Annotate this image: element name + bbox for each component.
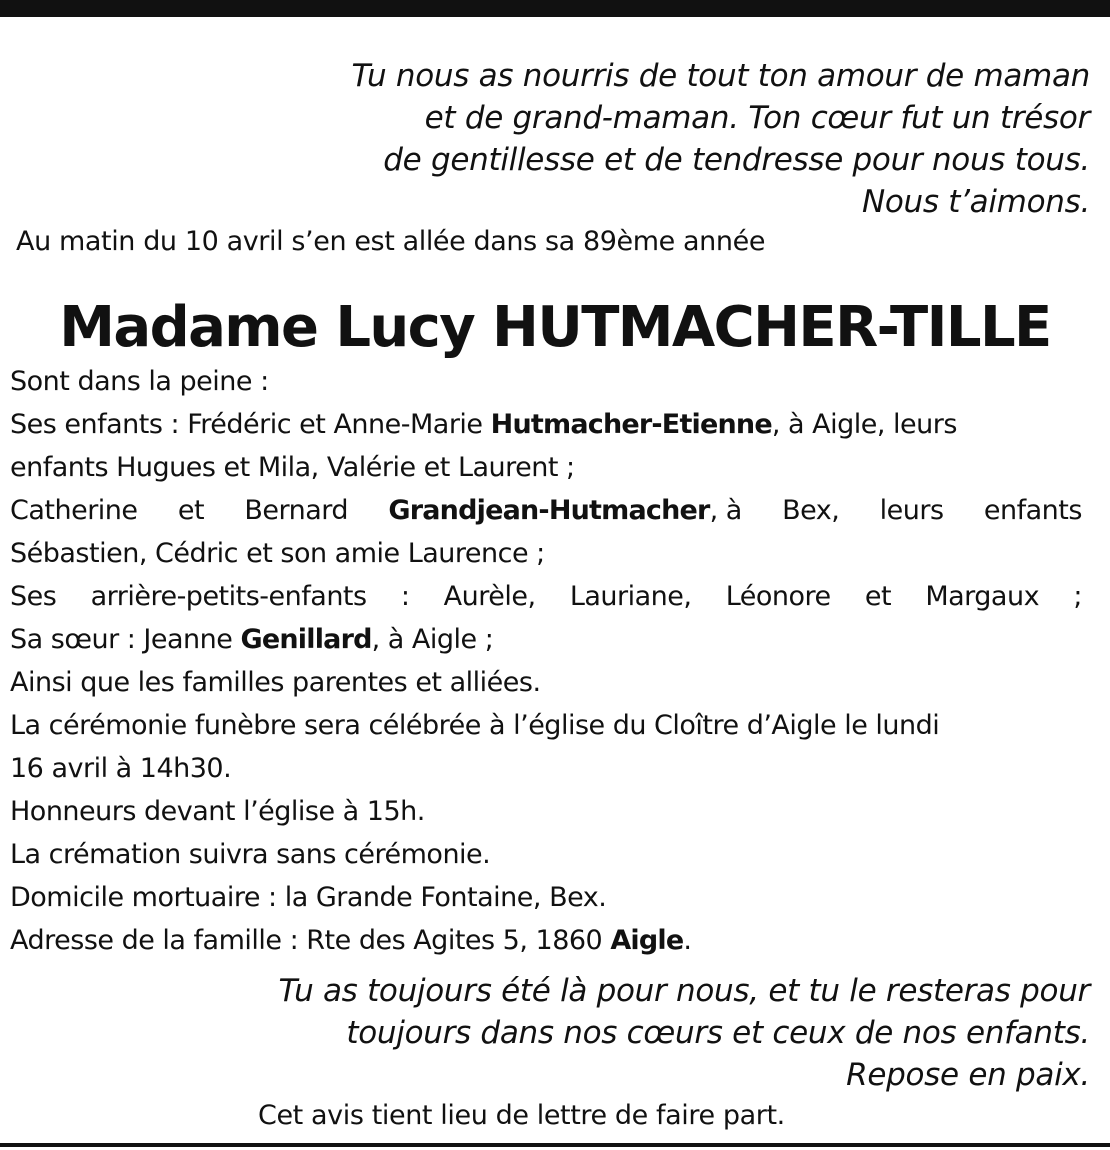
word: ;	[1073, 581, 1082, 612]
sister-prefix: Sa sœur : Jeanne	[10, 624, 233, 655]
word: Aurèle,	[443, 581, 536, 612]
children-1-line-1	[10, 403, 1082, 446]
closing-verse	[210, 970, 1090, 1096]
word: et	[177, 495, 205, 526]
cremation-line: La crémation suivra sans cérémonie.	[10, 839, 491, 870]
family-name-genillard: Genillard	[240, 624, 372, 655]
closing-verse-line: Repose en paix.	[846, 1057, 1090, 1093]
closing-verse-line: toujours dans nos cœurs et ceux de nos enfants.	[346, 1015, 1090, 1051]
word: Bex,	[782, 495, 840, 526]
opening-verse-line: Nous t’aimons.	[861, 184, 1090, 220]
family-name-grandjean-hutmacher: Grandjean-Hutmacher	[388, 495, 710, 526]
ceremony-line-2: 16 avril à 14h30.	[10, 753, 232, 784]
sister-line	[10, 618, 1082, 661]
word: enfants	[983, 495, 1082, 526]
word: Bernard	[244, 495, 349, 526]
children-1-prefix	[10, 403, 957, 446]
deceased-name: Madame Lucy HUTMACHER-TILLE	[59, 295, 1051, 360]
children-1-prefix-text: Ses enfants : Frédéric et Anne-Marie	[10, 409, 483, 440]
word: Léonore	[725, 581, 831, 612]
word: arrière-petits-enfants	[90, 581, 367, 612]
children-2-line-1	[10, 489, 1082, 532]
address-city: Aigle	[610, 925, 684, 956]
word: et	[864, 581, 892, 612]
family-name-hutmacher-etienne: Hutmacher-Etienne	[490, 409, 772, 440]
address-suffix: .	[683, 925, 692, 956]
children-1-line-2: enfants Hugues et Mila, Valérie et Laurent ;	[10, 452, 575, 483]
word: Catherine	[10, 495, 138, 526]
domicile-line: Domicile mortuaire : la Grande Fontaine, Bex.	[10, 882, 607, 913]
address-prefix: Adresse de la famille : Rte des Agites 5, 1860	[10, 925, 603, 956]
word: Margaux	[925, 581, 1040, 612]
opening-verse	[290, 55, 1090, 223]
opening-verse-line: et de grand-maman. Ton cœur fut un trésor	[424, 100, 1090, 136]
word: Lauriane,	[569, 581, 692, 612]
opening-verse-line: de gentillesse et de tendresse pour nous tous.	[383, 142, 1090, 178]
closing-verse-line: Tu as toujours été là pour nous, et tu le resteras pour	[278, 973, 1090, 1009]
word: :	[400, 581, 410, 612]
bottom-border-rule	[0, 1143, 1110, 1147]
family-address-line	[10, 919, 1082, 962]
sister-suffix: , à Aigle ;	[371, 624, 494, 655]
great-grandchildren-line	[10, 575, 1082, 618]
children-1-suffix: , à Aigle, leurs	[771, 409, 957, 440]
children-2-line-2: Sébastien, Cédric et son amie Laurence ;	[10, 538, 545, 569]
honors-line: Honneurs devant l’église à 15h.	[10, 796, 425, 827]
death-announcement: Au matin du 10 avril s’en est allée dans sa 89ème année	[16, 226, 766, 257]
families-line: Ainsi que les familles parentes et alliées.	[10, 667, 541, 698]
notice-body	[10, 360, 1082, 962]
word: Ses	[10, 581, 57, 612]
opening-verse-line: Tu nous as nourris de tout ton amour de maman	[351, 58, 1090, 94]
word: leurs	[879, 495, 944, 526]
notice-statement: Cet avis tient lieu de lettre de faire part.	[258, 1100, 785, 1131]
ceremony-line-1: La cérémonie funèbre sera célébrée à l’église du Cloître d’Aigle le lundi	[10, 710, 940, 741]
family-name-group	[388, 489, 741, 532]
mourners-heading: Sont dans la peine :	[10, 366, 269, 397]
word: , à	[709, 495, 742, 526]
